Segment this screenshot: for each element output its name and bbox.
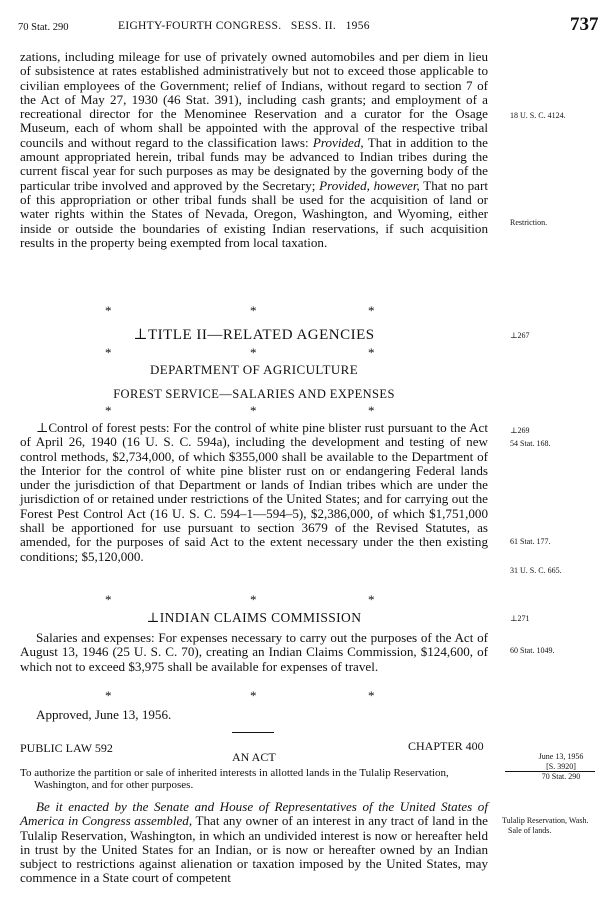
margin-note-date-block bbox=[505, 752, 595, 782]
act-title: To authorize the partition or sale of inherited interests in allotted lands in the Tulalip Reservation, Washington, and for other purposes. bbox=[20, 767, 449, 791]
margin-note-267: ⊥267 bbox=[510, 331, 530, 340]
an-act-label: AN ACT bbox=[232, 750, 276, 764]
margin-note-restriction: Restriction. bbox=[510, 218, 548, 227]
margin-note-271: ⊥271 bbox=[510, 614, 530, 623]
forest-service-heading: FOREST SERVICE—SALARIES AND EXPENSES bbox=[113, 387, 395, 401]
margin-note-tulalip: Tulalip Reservation, Wash. Sale of lands. bbox=[502, 816, 589, 835]
enacting-clause: Be it enacted by the Senate and House of Representatives of the United States of America in Congress assembled, That any owner of an interest in any tract of land in the Tulalip Reservation, Washington, in which an undivided interest is now or hereafter held in trust by the United States for an Indian, or is now or hereafter owned by an Indian subject to restrictions against alienation or taxation imposed by the United States, may commence in a State court of competent bbox=[20, 799, 488, 886]
paragraph-forest-pests: ⊥Control of forest pests: For the control of white pine blister rust pursuant to the Act of April 26, 1940 (16 U. S. C. 594a), including the development and testing of new control methods, $2,734,000, of which $355,000 shall be available to the Department of the Interior for the control of white pine blister rust on or endangering Federal lands under the jurisdiction of that Department or lands of Indian tribes which are under the jurisdiction of or retained under restrictions of the United States; and for carrying out the Forest Pest Control Act (16 U. S. C. 594–1—594–5), $2,386,000, of which $1,751,000 shall be apportioned for use pursuant to section 3679 of the Revised Statutes, as amended, for the purposes of said Act to the extent necessary under the then existing conditions; $5,120,000. bbox=[20, 420, 488, 564]
margin-note-31-usc-665: 31 U. S. C. 665. bbox=[510, 566, 562, 575]
stars-row-1: * * * bbox=[105, 303, 375, 318]
margin-note-usc-4124: 18 U. S. C. 4124. bbox=[510, 111, 566, 120]
department-heading: DEPARTMENT OF AGRICULTURE bbox=[149, 362, 359, 377]
running-header-left: 70 Stat. 290 bbox=[18, 22, 69, 33]
chapter-label: CHAPTER 400 bbox=[408, 739, 484, 753]
center-rule bbox=[232, 732, 274, 733]
margin-note-54-stat-168: 54 Stat. 168. bbox=[510, 439, 551, 448]
margin-note-61-stat-177: 61 Stat. 177. bbox=[510, 537, 551, 546]
public-law-label: PUBLIC LAW 592 bbox=[20, 741, 113, 755]
paragraph-indian-affairs: zations, including mileage for use of privately owned automobiles and per diem in lieu of subsistence at rates established administratively but not to exceed those applicable to civilian employees of the Government; relief of Indians, without regard to section 7 of the Act of May 27, 1930 (46 Stat. 391), including cash grants; and employment of a recreational director for the Menominee Reservation and a curator for the Osage Museum, each of whom shall be appointed with the approval of the respective tribal councils and without regard to the classification laws: Provided, That in addition to the amount appropriated herein, tribal funds may be advanced to Indian tribes during the current fiscal year for such purposes as may be designated by the governing body of the particular tribe involved and approved by the Secretary; Provided, however, That no part of this appropriation or other tribal funds shall be used for the acquisition of land or water rights within the States of Nevada, Oregon, Washington, and Wyoming, either inside or outside the boundaries of existing Indian reservations, if such acquisition results in the property being exempted from local taxation. bbox=[20, 49, 488, 250]
margin-note-s-3920: [S. 3920] bbox=[505, 762, 595, 773]
stars-row-5: * * * bbox=[105, 688, 375, 703]
page-number: 737 bbox=[570, 14, 599, 35]
stars-row-4: * * * bbox=[105, 592, 375, 607]
margin-note-269: ⊥269 bbox=[510, 426, 530, 435]
running-header-title: EIGHTY-FOURTH CONGRESS. SESS. II. 1956 bbox=[118, 20, 370, 32]
margin-note-60-stat-1049: 60 Stat. 1049. bbox=[510, 646, 555, 655]
icc-heading: ⊥INDIAN CLAIMS COMMISSION bbox=[146, 610, 362, 625]
stars-row-3: * * * bbox=[105, 403, 375, 418]
paragraph-icc: Salaries and expenses: For expenses necessary to carry out the purposes of the Act of August 13, 1946 (25 U. S. C. 70), creating an Indian Claims Commission, $124,600, of which not to exceed $3,975 shall be available for expenses of travel. bbox=[20, 630, 488, 674]
title-ii-heading: ⊥TITLE II—RELATED AGENCIES bbox=[133, 327, 375, 343]
stars-row-2: * * * bbox=[105, 345, 375, 360]
margin-note-70-stat-290: 70 Stat. 290 bbox=[541, 772, 581, 781]
margin-note-june-13: June 13, 1956 bbox=[538, 752, 584, 761]
approved-line: Approved, June 13, 1956. bbox=[36, 707, 172, 722]
